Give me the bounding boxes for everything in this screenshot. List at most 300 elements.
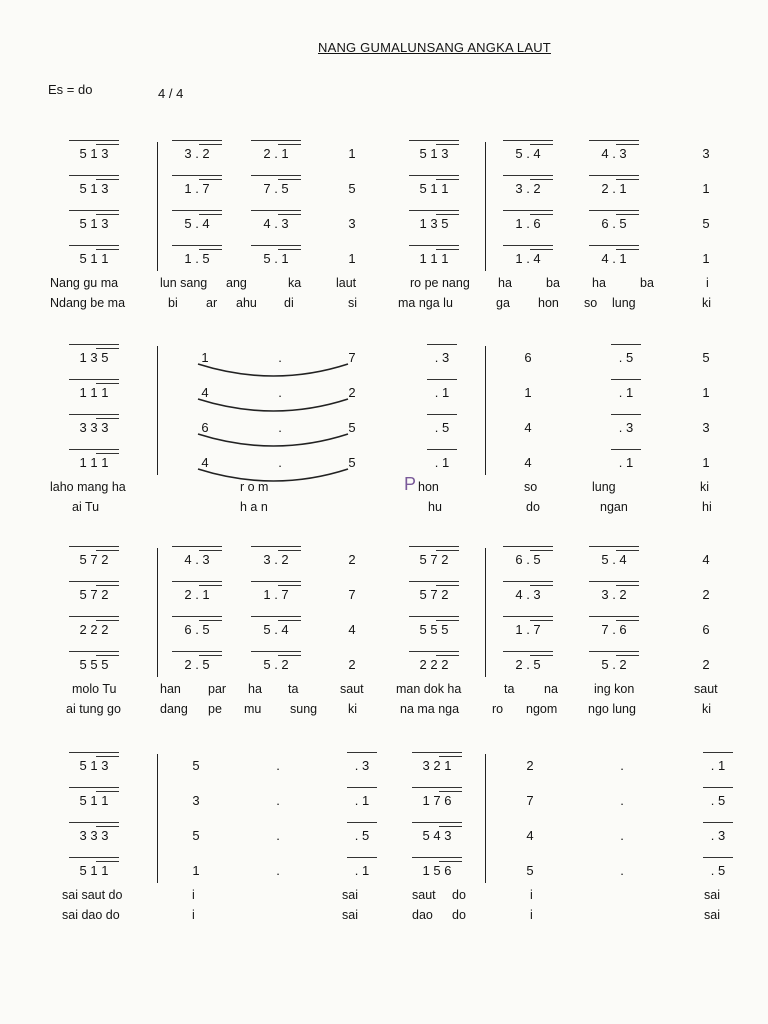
lyric-syllable: sai (704, 908, 720, 922)
beam-line (436, 249, 459, 250)
lyric-syllable: han (160, 682, 181, 696)
barline (485, 548, 486, 677)
beam-line (409, 616, 459, 617)
note-group: 6 (201, 420, 209, 435)
beam-line (69, 752, 119, 753)
beam-line (616, 620, 639, 621)
beam-line (409, 546, 459, 547)
beam-line (69, 210, 119, 211)
lyric-syllable: ka (288, 276, 302, 290)
note-group: . 1 (354, 863, 370, 878)
beam-line (503, 140, 553, 141)
lyric-syllable: r o m (240, 480, 269, 494)
note-group: 5 1 1 (79, 251, 109, 266)
lyric-syllable: mu (244, 702, 262, 716)
note-group: 1 (192, 863, 200, 878)
lyric-syllable: ing kon (594, 682, 635, 696)
note-group: 5 (348, 455, 356, 470)
lyric-syllable: Ndang be ma (50, 296, 126, 310)
note-group: 5 . 2 (263, 657, 289, 672)
lyric-syllable: ba (546, 276, 560, 290)
beam-line (530, 655, 553, 656)
beam-line (96, 861, 119, 862)
beam-line (278, 179, 301, 180)
beam-line (278, 550, 301, 551)
note-group: 6 . 5 (601, 216, 627, 231)
beam-line (69, 449, 119, 450)
beam-line (251, 210, 301, 211)
lyric-syllable: na (544, 682, 558, 696)
beam-line (96, 585, 119, 586)
beam-line (530, 585, 553, 586)
note-group: 1 . 7 (263, 587, 289, 602)
note-group: 1 . 7 (184, 181, 210, 196)
note-group: . (276, 758, 280, 773)
beam-line (530, 214, 553, 215)
barline (485, 754, 486, 883)
beam-line (278, 585, 301, 586)
beam-line (409, 175, 459, 176)
note-group: 7 (348, 350, 356, 365)
note-group: . (278, 385, 282, 400)
beam-line (589, 651, 639, 652)
note-group: 2 . 1 (601, 181, 627, 196)
beam-line (439, 826, 462, 827)
lyric-syllable: ki (702, 702, 712, 716)
lyric-syllable: i (192, 908, 195, 922)
beam-line (96, 214, 119, 215)
lyric-syllable: ro pe nang (410, 276, 470, 290)
note-group: 1 . 6 (515, 216, 541, 231)
beam-line (251, 140, 301, 141)
beam-line (96, 550, 119, 551)
note-group: 1 . 5 (184, 251, 210, 266)
lyric-syllable: lun sang (160, 276, 208, 290)
beam-line (412, 752, 462, 753)
note-group: 4 . 3 (263, 216, 289, 231)
note-group: 5 1 3 (79, 181, 109, 196)
beam-line (96, 383, 119, 384)
note-group: . 5 (710, 793, 726, 808)
beam-line (96, 826, 119, 827)
note-group: 5 (192, 828, 200, 843)
beam-line (530, 249, 553, 250)
beam-line (96, 655, 119, 656)
beam-line (503, 651, 553, 652)
note-group: 3 2 1 (422, 758, 452, 773)
beam-line (616, 550, 639, 551)
beam-line (589, 175, 639, 176)
note-group: 1 (702, 251, 710, 266)
beam-line (436, 550, 459, 551)
beam-line (611, 344, 641, 345)
beam-line (703, 787, 733, 788)
note-group: 5 7 2 (79, 587, 109, 602)
beam-line (427, 344, 457, 345)
beam-line (251, 245, 301, 246)
lyric-syllable: ngom (526, 702, 558, 716)
note-group: . 3 (354, 758, 370, 773)
note-group: . 1 (354, 793, 370, 808)
beam-line (251, 546, 301, 547)
note-group: 4 . 3 (184, 552, 210, 567)
barline (157, 142, 158, 271)
beam-line (96, 791, 119, 792)
beam-line (611, 379, 641, 380)
slur-arc (194, 467, 354, 489)
note-group: . 5 (710, 863, 726, 878)
beam-line (503, 245, 553, 246)
note-group: 5 7 2 (79, 552, 109, 567)
lyric-syllable: ba (640, 276, 654, 290)
beam-line (278, 655, 301, 656)
beam-line (611, 449, 641, 450)
lyric-syllable: i (706, 276, 709, 290)
beam-line (251, 175, 301, 176)
beam-line (589, 616, 639, 617)
beam-line (69, 414, 119, 415)
note-group: 5 4 3 (422, 828, 452, 843)
beam-line (199, 550, 222, 551)
note-group: . 1 (710, 758, 726, 773)
lyric-syllable: di (284, 296, 294, 310)
note-group: 6 . 5 (184, 622, 210, 637)
note-group: . (620, 793, 624, 808)
beam-line (439, 756, 462, 757)
note-group: 1 (702, 385, 710, 400)
note-group: 1 5 6 (422, 863, 452, 878)
note-group: . (278, 455, 282, 470)
beam-line (703, 752, 733, 753)
beam-line (69, 344, 119, 345)
beam-line (503, 210, 553, 211)
beam-line (69, 140, 119, 141)
note-group: 5 . 4 (184, 216, 210, 231)
note-group: 2 . 1 (263, 146, 289, 161)
note-group: . (276, 828, 280, 843)
note-group: 1 (702, 455, 710, 470)
beam-line (69, 546, 119, 547)
note-group: 5 . 4 (515, 146, 541, 161)
beam-line (436, 655, 459, 656)
lyric-syllable: sai (342, 888, 358, 902)
lyric-syllable: na ma nga (400, 702, 460, 716)
note-group: 5 5 5 (419, 622, 449, 637)
beam-line (503, 616, 553, 617)
note-group: . 1 (434, 385, 450, 400)
note-group: 7 . 5 (263, 181, 289, 196)
note-group: 1 (524, 385, 532, 400)
lyric-syllable: hu (428, 500, 442, 514)
lyric-syllable: ar (206, 296, 218, 310)
lyric-syllable: sai dao do (62, 908, 120, 922)
beam-line (616, 655, 639, 656)
note-group: 5 1 3 (419, 146, 449, 161)
lyric-syllable: saut (340, 682, 364, 696)
beam-line (278, 249, 301, 250)
lyric-syllable: ro (492, 702, 504, 716)
note-group: 1 (702, 181, 710, 196)
beam-line (172, 546, 222, 547)
note-group: 1 3 5 (419, 216, 449, 231)
note-group: 5 5 5 (79, 657, 109, 672)
lyric-syllable: h a n (240, 500, 268, 514)
lyric-syllable: hi (702, 500, 712, 514)
note-group: 4 (526, 828, 534, 843)
beam-line (503, 546, 553, 547)
note-group: . 1 (434, 455, 450, 470)
beam-line (589, 581, 639, 582)
beam-line (96, 620, 119, 621)
beam-line (436, 585, 459, 586)
barline (157, 754, 158, 883)
note-group: 1 1 1 (79, 385, 109, 400)
lyric-syllable: ha (592, 276, 606, 290)
beam-line (589, 546, 639, 547)
lyric-syllable: sai (342, 908, 358, 922)
lyric-syllable: man dok ha (396, 682, 462, 696)
note-group: 1 1 1 (419, 251, 449, 266)
beam-line (347, 752, 377, 753)
note-group: 5 7 2 (419, 587, 449, 602)
note-group: 5 1 1 (419, 181, 449, 196)
time-signature: 4 / 4 (158, 86, 184, 101)
beam-line (589, 140, 639, 141)
beam-line (96, 418, 119, 419)
note-group: . 1 (618, 455, 634, 470)
note-group: 5 (702, 216, 710, 231)
lyric-syllable: lung (592, 480, 616, 494)
beam-line (530, 620, 553, 621)
note-group: 4 (201, 455, 209, 470)
beam-line (427, 379, 457, 380)
note-group: . 3 (618, 420, 634, 435)
beam-line (439, 861, 462, 862)
beam-line (278, 620, 301, 621)
beam-line (530, 550, 553, 551)
beam-line (439, 791, 462, 792)
note-group: . (620, 828, 624, 843)
beam-line (69, 581, 119, 582)
beam-line (436, 179, 459, 180)
lyric-syllable: ma nga lu (398, 296, 453, 310)
lyric-syllable: ai Tu (72, 500, 100, 514)
beam-line (96, 179, 119, 180)
lyric-syllable: Nang gu ma (50, 276, 119, 290)
note-group: 2 (348, 657, 356, 672)
lyric-syllable: do (452, 908, 466, 922)
barline (485, 346, 486, 475)
lyric-syllable: ahu (236, 296, 257, 310)
lyric-syllable: P (404, 474, 417, 494)
key-signature: Es = do (48, 82, 93, 97)
slur-arc (194, 432, 354, 454)
note-group: 4 (524, 455, 532, 470)
note-group: 3 (348, 216, 356, 231)
note-group: . 5 (618, 350, 634, 365)
lyric-syllable: ta (504, 682, 515, 696)
note-group: 7 (348, 587, 356, 602)
note-group: 5 1 1 (79, 863, 109, 878)
note-group: 4 (348, 622, 356, 637)
beam-line (347, 787, 377, 788)
lyric-syllable: ta (288, 682, 299, 696)
beam-line (96, 249, 119, 250)
note-group: 5 . 4 (263, 622, 289, 637)
note-group: 1 3 5 (79, 350, 109, 365)
beam-line (251, 616, 301, 617)
note-group: 7 (526, 793, 534, 808)
beam-line (703, 822, 733, 823)
lyric-syllable: do (526, 500, 540, 514)
beam-line (530, 144, 553, 145)
beam-line (96, 453, 119, 454)
note-group: 1 . 4 (515, 251, 541, 266)
beam-line (69, 175, 119, 176)
beam-line (199, 179, 222, 180)
note-group: 3 (192, 793, 200, 808)
lyric-syllable: ha (498, 276, 512, 290)
beam-line (172, 175, 222, 176)
slur-arc (194, 362, 354, 384)
lyric-syllable: hon (538, 296, 559, 310)
note-group: . 3 (710, 828, 726, 843)
note-group: 2 . 1 (184, 587, 210, 602)
beam-line (409, 245, 459, 246)
note-group: 5 . 2 (601, 657, 627, 672)
beam-line (412, 787, 462, 788)
lyric-syllable: lung (612, 296, 636, 310)
barline (485, 142, 486, 271)
lyric-syllable: ki (348, 702, 358, 716)
lyric-syllable: do (452, 888, 466, 902)
lyric-syllable: ang (226, 276, 247, 290)
beam-line (616, 585, 639, 586)
lyric-syllable: saut (412, 888, 436, 902)
note-group: 2 (702, 587, 710, 602)
beam-line (199, 585, 222, 586)
note-group: 2 . 5 (184, 657, 210, 672)
beam-line (172, 210, 222, 211)
lyric-syllable: sai saut do (62, 888, 123, 902)
note-group: 3 . 2 (601, 587, 627, 602)
beam-line (412, 822, 462, 823)
beam-line (427, 414, 457, 415)
note-group: 3 . 2 (515, 181, 541, 196)
beam-line (616, 144, 639, 145)
beam-line (436, 620, 459, 621)
beam-line (278, 214, 301, 215)
note-group: 7 . 6 (601, 622, 627, 637)
beam-line (409, 581, 459, 582)
beam-line (199, 214, 222, 215)
note-group: 5 . 4 (601, 552, 627, 567)
note-group: 2 2 2 (419, 657, 449, 672)
lyric-syllable: dao (412, 908, 433, 922)
lyric-syllable: sung (290, 702, 318, 716)
note-group: 1 . 7 (515, 622, 541, 637)
lyric-syllable: si (348, 296, 358, 310)
note-group: . (278, 350, 282, 365)
note-group: 5 (526, 863, 534, 878)
beam-line (427, 449, 457, 450)
note-group: 4 . 1 (601, 251, 627, 266)
note-group: 2 (348, 552, 356, 567)
note-group: 5 (702, 350, 710, 365)
note-group: 5 (348, 420, 356, 435)
beam-line (69, 857, 119, 858)
note-group: 3 (702, 420, 710, 435)
beam-line (69, 379, 119, 380)
lyric-syllable: ai tung go (66, 702, 121, 716)
beam-line (199, 620, 222, 621)
barline (157, 346, 158, 475)
lyric-syllable: ki (702, 296, 712, 310)
note-group: 3 3 3 (79, 420, 109, 435)
beam-line (278, 144, 301, 145)
lyric-syllable: hon (418, 480, 439, 494)
barline (157, 548, 158, 677)
note-group: 5 (348, 181, 356, 196)
note-group: 6 (702, 622, 710, 637)
beam-line (436, 144, 459, 145)
note-group: . 1 (618, 385, 634, 400)
note-group: . (620, 758, 624, 773)
beam-line (69, 616, 119, 617)
lyric-syllable: ngo lung (588, 702, 636, 716)
note-group: . (276, 863, 280, 878)
beam-line (199, 144, 222, 145)
lyric-syllable: pe (208, 702, 222, 716)
beam-line (589, 245, 639, 246)
lyric-syllable: bi (168, 296, 178, 310)
lyric-syllable: i (530, 908, 533, 922)
lyric-syllable: ngan (600, 500, 628, 514)
note-group: 5 1 3 (79, 216, 109, 231)
lyric-syllable: laho mang ha (50, 480, 126, 494)
note-group: 4 . 3 (601, 146, 627, 161)
note-group: . 5 (354, 828, 370, 843)
song-title: NANG GUMALUNSANG ANGKA LAUT (318, 40, 551, 55)
beam-line (616, 214, 639, 215)
note-group: 2 (526, 758, 534, 773)
beam-line (436, 214, 459, 215)
note-group: . (278, 420, 282, 435)
beam-line (589, 210, 639, 211)
beam-line (96, 348, 119, 349)
beam-line (172, 581, 222, 582)
beam-line (172, 140, 222, 141)
note-group: 4 (702, 552, 710, 567)
beam-line (409, 210, 459, 211)
beam-line (172, 616, 222, 617)
beam-line (503, 581, 553, 582)
beam-line (530, 179, 553, 180)
note-group: 6 (524, 350, 532, 365)
note-group: . 5 (434, 420, 450, 435)
lyric-syllable: dang (160, 702, 188, 716)
lyric-syllable: i (530, 888, 533, 902)
beam-line (409, 651, 459, 652)
note-group: 5 1 3 (79, 146, 109, 161)
beam-line (96, 144, 119, 145)
note-group: . 3 (434, 350, 450, 365)
note-group: 6 . 5 (515, 552, 541, 567)
lyric-syllable: ki (700, 480, 710, 494)
beam-line (251, 581, 301, 582)
note-group: 2 (702, 657, 710, 672)
beam-line (347, 857, 377, 858)
